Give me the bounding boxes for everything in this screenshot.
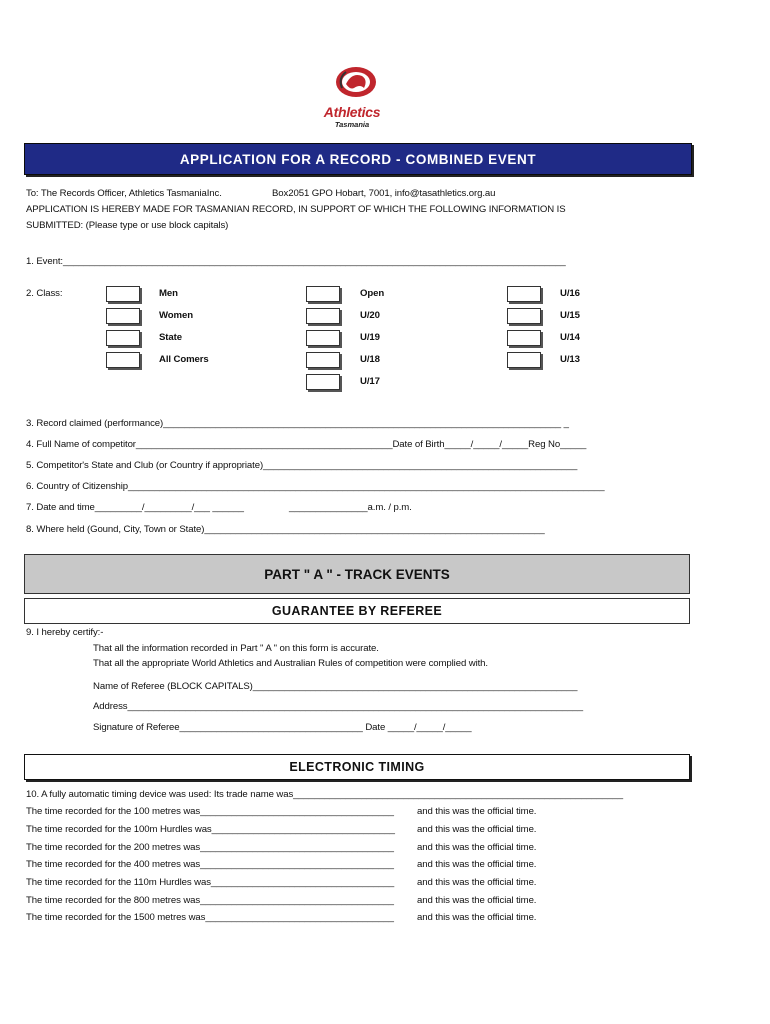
class-u16-label: U/16 (560, 288, 580, 299)
time-800m-suffix: and this was the official time. (417, 895, 537, 906)
certify-label: 9. I hereby certify:- (26, 627, 104, 638)
class-u18-label: U/18 (360, 354, 380, 365)
where-held-field[interactable]: 8. Where held (Gound, City, Town or State)_________________________________________________________________ (26, 524, 545, 535)
logo-name: Athletics (323, 104, 381, 120)
time-800m-field[interactable]: The time recorded for the 800 metres was_____________________________________ (26, 895, 394, 906)
referee-address-field[interactable]: Address_______________________________________________________________________________________ (93, 701, 583, 712)
class-u18-checkbox[interactable] (306, 352, 340, 368)
class-men-label: Men (159, 288, 178, 299)
time-100m-suffix: and this was the official time. (417, 806, 537, 817)
form-title: APPLICATION FOR A RECORD - COMBINED EVENT (179, 151, 537, 167)
class-u14-label: U/14 (560, 332, 580, 343)
record-claimed-field[interactable]: 3. Record claimed (performance)____________________________________________________________________________ _ (26, 418, 569, 429)
guarantee-header (24, 598, 690, 624)
guarantee-title: GUARANTEE BY REFEREE (271, 604, 443, 618)
competitor-club-field[interactable]: 5. Competitor's State and Club (or Country if appropriate)____________________________________________________________ (26, 460, 578, 471)
class-label: 2. Class: (26, 288, 63, 299)
competitor-name-field[interactable]: 4. Full Name of competitor_________________________________________________Date of Birth_____/_____/_____Reg No_____ (26, 439, 587, 450)
electronic-timing-title: ELECTRONIC TIMING (289, 760, 425, 774)
class-state-label: State (159, 332, 182, 343)
date-time-field[interactable]: 7. Date and time_________/_________/___ ______ (26, 502, 244, 513)
class-u15-label: U/15 (560, 310, 580, 321)
intro-to: To: The Records Officer, Athletics TasmaniaInc. (26, 188, 222, 199)
certify-line-2: That all the appropriate World Athletics and Australian Rules of competition were complied with. (93, 658, 488, 669)
time-1500m-field[interactable]: The time recorded for the 1500 metres was____________________________________ (26, 912, 394, 923)
citizenship-field[interactable]: 6. Country of Citizenship___________________________________________________________________________________________ (26, 481, 605, 492)
class-u20-label: U/20 (360, 310, 380, 321)
certify-line-1: That all the information recorded in Part " A " on this form is accurate. (93, 643, 379, 654)
referee-signature-field[interactable]: Signature of Referee___________________________________ Date _____/_____/_____ (93, 722, 472, 733)
class-u13-label: U/13 (560, 354, 580, 365)
class-u16-checkbox[interactable] (507, 286, 541, 302)
class-u14-checkbox[interactable] (507, 330, 541, 346)
part-a-title: PART " A " - TRACK EVENTS (264, 566, 450, 582)
time-200m-field[interactable]: The time recorded for the 200 metres was_____________________________________ (26, 842, 394, 853)
class-all-comers-checkbox[interactable] (106, 352, 140, 368)
class-open-label: Open (360, 288, 385, 299)
time-100m-field[interactable]: The time recorded for the 100 metres was_____________________________________ (26, 806, 394, 817)
class-women-checkbox[interactable] (106, 308, 140, 324)
class-u15-checkbox[interactable] (507, 308, 541, 324)
time-400m-field[interactable]: The time recorded for the 400 metres was_____________________________________ (26, 859, 394, 870)
class-u17-label: U/17 (360, 376, 380, 387)
class-u19-label: U/19 (360, 332, 380, 343)
time-1500m-suffix: and this was the official time. (417, 912, 537, 923)
class-u17-checkbox[interactable] (306, 374, 340, 390)
timing-device-field[interactable]: 10. A fully automatic timing device was used: Its trade name was_______________________________________________________________ (26, 789, 624, 800)
time-200m-suffix: and this was the official time. (417, 842, 537, 853)
time-100m-hurdles-field[interactable]: The time recorded for the 100m Hurdles was___________________________________ (26, 824, 395, 835)
class-state-checkbox[interactable] (106, 330, 140, 346)
referee-name-field[interactable]: Name of Referee (BLOCK CAPITALS)______________________________________________________________ (93, 681, 578, 692)
time-am-pm-field[interactable]: _______________a.m. / p.m. (289, 502, 412, 513)
intro-address: Box2051 GPO Hobart, 7001, info@tasathletics.org.au (272, 188, 496, 199)
time-100m-hurdles-suffix: and this was the official time. (417, 824, 537, 835)
class-u13-checkbox[interactable] (507, 352, 541, 368)
intro-submitted: SUBMITTED: (Please type or use block capitals) (26, 220, 229, 231)
class-men-checkbox[interactable] (106, 286, 140, 302)
event-field[interactable]: 1. Event:________________________________________________________________________________________________ (26, 256, 566, 267)
logo-subtitle: Tasmania (334, 120, 370, 129)
time-110m-hurdles-field[interactable]: The time recorded for the 110m Hurdles was___________________________________ (26, 877, 395, 888)
class-all-comers-label: All Comers (159, 354, 209, 365)
class-u19-checkbox[interactable] (306, 330, 340, 346)
electronic-timing-header (24, 754, 690, 780)
class-u20-checkbox[interactable] (306, 308, 340, 324)
class-open-checkbox[interactable] (306, 286, 340, 302)
intro-application: APPLICATION IS HEREBY MADE FOR TASMANIAN RECORD, IN SUPPORT OF WHICH THE FOLLOWING INFORMATION IS (26, 204, 566, 215)
class-women-label: Women (159, 310, 193, 321)
part-a-header (24, 554, 690, 594)
time-400m-suffix: and this was the official time. (417, 859, 537, 870)
form-title-bar (24, 143, 692, 175)
time-110m-hurdles-suffix: and this was the official time. (417, 877, 537, 888)
